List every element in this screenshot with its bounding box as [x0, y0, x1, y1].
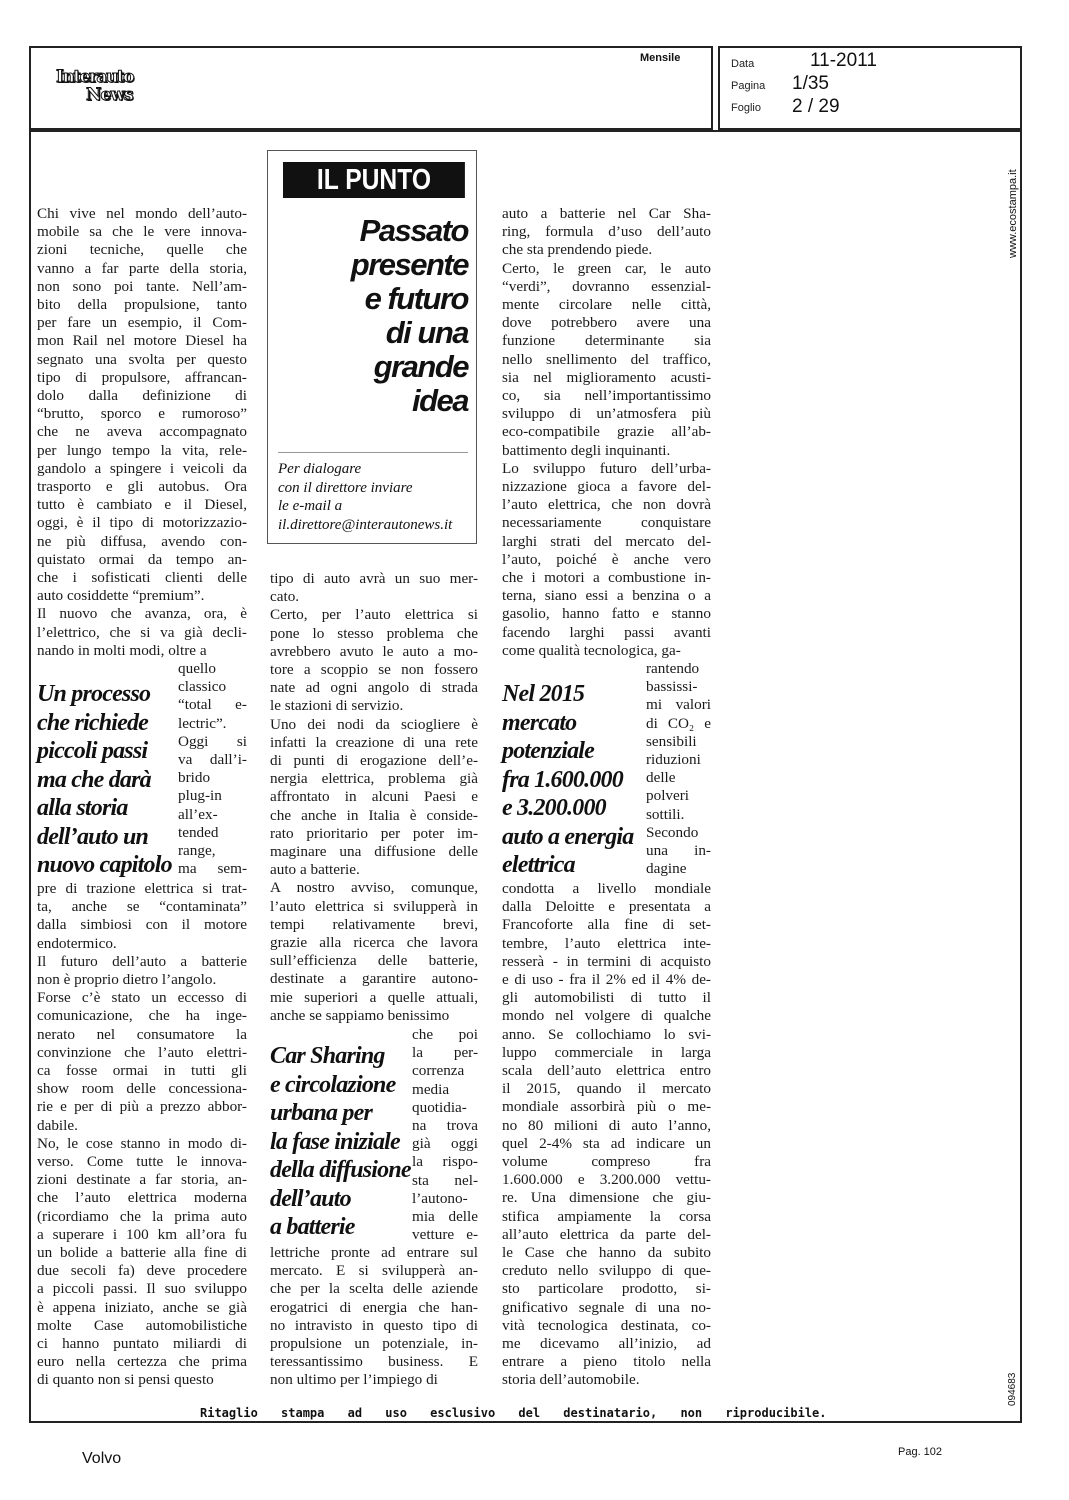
- text-line: che anche in Italia è conside-: [270, 806, 478, 824]
- pullquote-1: [37, 680, 182, 880]
- text-line: segnato una svolta per questo: [37, 350, 247, 368]
- text-line: Forse c’è stato un eccesso di: [37, 989, 247, 1007]
- text-line: brido: [178, 769, 211, 787]
- text-line: storia dell’automobile.: [502, 1371, 640, 1389]
- text-line: a piccoli passi. Il suo sviluppo: [37, 1280, 247, 1298]
- pullquote-line: piccoli passi: [37, 738, 148, 764]
- pagina-value: 1/35: [792, 73, 829, 94]
- text-line: trasporto e gli autobus. Ora: [37, 478, 247, 496]
- foglio-label: Foglio: [731, 102, 761, 114]
- text-line: volume compreso fra: [502, 1153, 711, 1171]
- text-line: mente circolare nelle città,: [502, 296, 711, 314]
- pullquote-2: [270, 1042, 415, 1242]
- text-line: (ricordiamo che la prima auto: [37, 1207, 247, 1225]
- text-line: Il futuro dell’auto a batterie: [37, 952, 247, 970]
- text-line: verso. Come tutte le innova-: [37, 1153, 247, 1171]
- text-line: la rispo-: [412, 1153, 478, 1171]
- pullquote-line: nuovo capitolo: [37, 852, 172, 878]
- column3-wrap: [646, 660, 711, 878]
- text-line: rato prioritario per poter im-: [270, 824, 478, 842]
- text-line: No, le cose stanno in modo di-: [37, 1134, 247, 1152]
- text-line: maginare una diffusione delle: [270, 843, 478, 861]
- text-line: non sono poi tante. Nell’am-: [37, 277, 247, 295]
- text-line: che sta prendendo piede.: [502, 241, 653, 259]
- text-line: all’ex-: [178, 805, 218, 823]
- column3-bottom: [502, 880, 711, 1390]
- pullquote-line: e circolazione: [270, 1071, 396, 1098]
- text-line: Il nuovo che avanza, ora, è: [37, 605, 247, 623]
- text-line: nando in molti modi, oltre a: [37, 641, 207, 659]
- text-line: anche se sappiamo benissimo: [270, 1006, 450, 1024]
- text-line: sia nel miglioramento acusti-: [502, 368, 711, 386]
- text-line: gasolio, hanno fatto e stanno: [502, 605, 711, 623]
- text-line: me dicevamo all’inizio, ad: [502, 1335, 711, 1353]
- text-line: creduto nello sviluppo di que-: [502, 1262, 711, 1280]
- disclaimer: Ritaglio stampa ad uso esclusivo del destinatario, non riproducibile.: [200, 1406, 827, 1420]
- text-line: scala dell’auto elettrica entro: [502, 1062, 711, 1080]
- text-line: va dall’i-: [178, 751, 247, 769]
- text-line: molte Case automobilistiche: [37, 1316, 247, 1334]
- text-line: 1.600.000 e 3.200.000 vettu-: [502, 1171, 711, 1189]
- contact-email[interactable]: il.direttore@interautonews.it: [278, 516, 453, 533]
- text-line: nerato nel consumatore la: [37, 1025, 247, 1043]
- logo-line1: Interauto: [56, 67, 134, 87]
- text-line: nello snellimento del traffico,: [502, 350, 711, 368]
- text-line: quello: [178, 660, 216, 677]
- text-line: delle: [646, 769, 676, 787]
- text-line: mondo nel volgere di qualche: [502, 1007, 711, 1025]
- text-line: gnificativo segnale di una no-: [502, 1298, 711, 1316]
- data-label: Data: [731, 58, 755, 70]
- box-title-line: e futuro: [364, 281, 468, 316]
- text-line: pre di trazione elettrica si trat-: [37, 880, 247, 897]
- text-line: e di uso - fra il 2% ed il 4% de-: [502, 971, 711, 989]
- text-line: che i motori a combustione in-: [502, 569, 711, 587]
- text-line: Chi vive nel mondo dell’auto-: [37, 205, 247, 222]
- text-line: “total e-: [178, 696, 247, 714]
- text-line: di punti di erogazione dell’e-: [270, 752, 478, 770]
- text-line: nergia elettrica, problema già: [270, 770, 478, 788]
- text-line: plug-in: [178, 787, 222, 805]
- text-line: vità tecnologica destinata, co-: [502, 1316, 711, 1334]
- text-line: ring, formula d’uso dell’auto: [502, 223, 711, 241]
- text-line: mi valori: [646, 696, 711, 714]
- column1-top: [37, 205, 247, 660]
- text-line: è appena iniziato, anche se già: [37, 1298, 247, 1316]
- box-title-line: Passato: [359, 213, 468, 248]
- text-line: na trova: [412, 1117, 478, 1135]
- contact-line: con il direttore inviare: [278, 479, 413, 496]
- text-line: facendo larghi passi avanti: [502, 623, 711, 641]
- text-line: vanno a far parte della storia,: [37, 259, 247, 277]
- pullquote-line: potenziale: [502, 738, 594, 764]
- text-line: larghi strati del mercato del-: [502, 532, 711, 550]
- text-line: dagine: [646, 860, 687, 878]
- pullquote-line: alla storia: [37, 795, 128, 821]
- text-line: che l’auto elettrica moderna: [37, 1189, 247, 1207]
- text-line: mondiale assorbirà più o me-: [502, 1098, 711, 1116]
- client-name: Volvo: [82, 1450, 122, 1467]
- text-line: sull’efficienza delle batterie,: [270, 952, 478, 970]
- text-line: a superare i 100 km all’ora fu: [37, 1225, 247, 1243]
- text-line: range,: [178, 842, 216, 860]
- text-line: dolo dalla definizione di: [37, 387, 247, 405]
- text-line: “brutto, sporco e rumoroso”: [37, 405, 247, 423]
- text-line: sto particolare prodotto, si-: [502, 1280, 711, 1298]
- pullquote-line: urbana per: [270, 1100, 373, 1126]
- text-line: vetture e-: [412, 1226, 478, 1244]
- box-divider: [278, 452, 468, 453]
- text-line: tended: [178, 823, 219, 841]
- text-line: classico: [178, 678, 227, 696]
- text-line: riduzioni: [646, 751, 701, 769]
- text-line: no 80 milioni di auto l’anno,: [502, 1116, 711, 1134]
- text-line: rie e per di più a prezzo abbor-: [37, 1098, 247, 1116]
- text-line: resserà - in termini di acquisto: [502, 952, 711, 970]
- text-line: bassissi-: [646, 678, 698, 696]
- page-number: Pag. 102: [898, 1446, 943, 1458]
- text-line: affrontato in alcuni Paesi e: [270, 788, 478, 806]
- text-line: ca fosse ormai in tutti gli: [37, 1062, 247, 1080]
- text-line: che ne aveva accompagnato: [37, 423, 247, 441]
- text-line: ci hanno puntato miliardi di: [37, 1335, 247, 1353]
- text-line: l’auto elettrica si svilupperà in: [270, 897, 478, 915]
- text-line: zioni tecniche, quelle che: [37, 241, 247, 259]
- text-line: terna, siano essi a benzina o a: [502, 587, 711, 605]
- text-line: mobile sa che le vere innova-: [37, 223, 247, 241]
- text-line: il 2015, quando il mercato: [502, 1080, 711, 1098]
- text-line: bito della propulsione, tanto: [37, 296, 247, 314]
- text-line: l’autono-: [412, 1189, 468, 1207]
- text-line: oggi, è il tipo di motorizzazio-: [37, 514, 247, 532]
- text-line: entrare a pieno titolo nella: [502, 1353, 711, 1371]
- text-line: una in-: [646, 842, 711, 860]
- text-line: Francoforte alla fine di set-: [502, 916, 711, 934]
- text-line: un bolide a batterie alla fine di: [37, 1244, 247, 1262]
- text-line: ne più diffusa, avendo con-: [37, 532, 247, 550]
- text-line: Oggi si: [178, 732, 247, 750]
- text-line: stifica ampiamente la corsa: [502, 1207, 711, 1225]
- text-line: sensibili: [646, 732, 697, 750]
- text-line: funzione determinante sia: [502, 332, 711, 350]
- text-line: anno. Se collochiamo lo svi-: [502, 1025, 711, 1043]
- text-line: auto a batterie.: [270, 861, 360, 879]
- text-line: infatti la creazione di una rete: [270, 733, 478, 751]
- text-line: gli automobilisti di tutto il: [502, 989, 711, 1007]
- il-punto-banner: IL PUNTO: [283, 162, 465, 198]
- text-line: erogatrici di energia che han-: [270, 1298, 478, 1316]
- pullquote-line: a batterie: [270, 1214, 355, 1240]
- text-line: grazie alla ricerca che lavora: [270, 934, 478, 952]
- text-line: correnza: [412, 1062, 465, 1080]
- text-line: quotidia-: [412, 1098, 467, 1116]
- text-line: per fare un esempio, il Com-: [37, 314, 247, 332]
- text-line: come qualità tecnologica, ga-: [502, 641, 681, 659]
- text-line: di CO₂ e: [646, 714, 711, 732]
- column2-wrap: [412, 1026, 478, 1244]
- text-line: auto cosiddette “premium”.: [37, 587, 205, 605]
- text-line: dalla Deloitte e presentata a: [502, 898, 711, 916]
- text-line: che per la scelta delle aziende: [270, 1280, 478, 1298]
- side-site: www.ecostampa.it: [1007, 169, 1019, 258]
- text-line: le Case che hanno da subito: [502, 1244, 711, 1262]
- contact-line: Per dialogare: [278, 461, 362, 477]
- text-line: polveri: [646, 787, 690, 805]
- pullquote-line: fra 1.600.000: [502, 766, 623, 793]
- text-line: Certo, le green car, le auto: [502, 259, 711, 277]
- data-value: 11-2011: [810, 50, 877, 71]
- text-line: gandolo a spingere i veicoli da: [37, 459, 247, 477]
- text-line: non è proprio dietro l’angolo.: [37, 971, 217, 989]
- publication-logo: [56, 64, 142, 110]
- text-line: pone lo stesso problema che: [270, 624, 478, 642]
- text-line: re. Una dimensione che giu-: [502, 1189, 711, 1207]
- text-line: auto a batterie nel Car Sha-: [502, 205, 711, 222]
- text-line: sviluppo di un’atmosfera più: [502, 405, 711, 423]
- text-line: eco-compatibile grazie all’ab-: [502, 423, 711, 441]
- text-line: lectric”.: [178, 714, 227, 732]
- text-line: dabile.: [37, 1116, 78, 1134]
- box-title-line: di una: [385, 315, 468, 350]
- text-line: no intravisto in questo tipo di: [270, 1316, 478, 1334]
- text-line: tore a scoppio se non fossero: [270, 661, 478, 679]
- pullquote-line: ma che darà: [37, 766, 151, 793]
- pullquote-line: Car Sharing: [270, 1043, 385, 1069]
- foglio-value: 2 / 29: [792, 96, 840, 117]
- text-line: rantendo: [646, 660, 700, 677]
- text-line: che poi: [412, 1026, 478, 1043]
- text-line: tembre, l’auto elettrica inte-: [502, 934, 711, 952]
- pullquote-line: Un processo: [37, 681, 151, 707]
- text-line: l’elettrico, che si va già decli-: [37, 623, 247, 641]
- text-line: sottili.: [646, 805, 685, 823]
- text-line: sta nel-: [412, 1171, 478, 1189]
- text-line: propulsione un potenziale, in-: [270, 1335, 478, 1353]
- pullquote-line: mercato: [502, 709, 577, 736]
- contact-line: le e-mail a: [278, 498, 343, 514]
- text-line: co, sia nell’importantissimo: [502, 387, 711, 405]
- text-line: convinzione che l’auto elettri-: [37, 1043, 247, 1061]
- text-line: necessariamente conquistare: [502, 514, 711, 532]
- pullquote-3: [502, 680, 647, 880]
- pullquote-line: la fase iniziale: [270, 1128, 400, 1155]
- pagina-label: Pagina: [731, 80, 766, 92]
- text-line: ma sem-: [178, 860, 247, 878]
- text-line: Secondo: [646, 823, 699, 841]
- text-line: che i sofisticati clienti delle: [37, 569, 247, 587]
- text-line: nate ad ogni angolo di strada: [270, 679, 478, 697]
- text-line: endotermico.: [37, 934, 117, 952]
- pullquote-line: che richiede: [37, 709, 149, 736]
- box-title-line: idea: [411, 383, 468, 418]
- pullquote-line: elettrica: [502, 852, 575, 878]
- text-line: show room delle concessiona-: [37, 1080, 247, 1098]
- text-line: battimento degli inquinanti.: [502, 441, 671, 459]
- box-title-line: grande: [373, 349, 468, 384]
- pullquote-line: della diffusione: [270, 1157, 411, 1183]
- text-line: già oggi: [412, 1135, 478, 1153]
- text-line: tipo di auto avrà un suo mer-: [270, 570, 478, 587]
- text-line: per lungo tempo la vita, rele-: [37, 441, 247, 459]
- text-line: ta, anche se “contaminata”: [37, 898, 247, 916]
- text-line: media: [412, 1080, 450, 1098]
- text-line: all’auto elettrica da parte del-: [502, 1225, 711, 1243]
- box-title-line: presente: [350, 247, 468, 282]
- column2-top: [270, 570, 478, 1025]
- text-line: non ultimo per l’impiego di: [270, 1371, 438, 1389]
- text-line: quel 2-4% sta ad indicare un: [502, 1134, 711, 1152]
- column3-top: [502, 205, 711, 660]
- text-line: l’auto, poiché è anche vero: [502, 550, 711, 568]
- text-line: quistato ormai da tempo an-: [37, 550, 247, 568]
- text-line: Certo, per l’auto elettrica si: [270, 606, 478, 624]
- column1-bottom: [37, 880, 247, 1390]
- text-line: mia delle: [412, 1208, 478, 1226]
- text-line: tipo di propulsore, affrancan-: [37, 368, 247, 386]
- pullquote-line: auto a energia: [502, 823, 634, 850]
- text-line: “verdi”, dovranno essenzial-: [502, 277, 711, 295]
- text-line: teressantissimo business. E: [270, 1353, 478, 1371]
- text-line: dove potrebbero avere una: [502, 314, 711, 332]
- text-line: due secoli fa) deve procedere: [37, 1262, 247, 1280]
- text-line: nizzazione gioca a favore del-: [502, 478, 711, 496]
- logo-line2: News: [86, 85, 133, 105]
- text-line: Lo sviluppo futuro dell’urba-: [502, 459, 711, 477]
- text-line: di quanto non si pensi questo: [37, 1371, 214, 1389]
- text-line: le stazioni di servizio.: [270, 697, 404, 715]
- text-line: luppo commerciale in larga: [502, 1043, 711, 1061]
- pullquote-line: dell’auto un: [37, 823, 149, 850]
- text-line: mie superiori a quelle attuali,: [270, 988, 478, 1006]
- text-line: dalla simbiosi con il motore: [37, 916, 247, 934]
- text-line: zioni destinate a far storia, an-: [37, 1171, 247, 1189]
- text-line: mercato. E si svilupperà an-: [270, 1262, 478, 1280]
- text-line: tempi relativamente brevi,: [270, 915, 478, 933]
- box-contact: [278, 460, 474, 534]
- text-line: mon Rail nel motore Diesel ha: [37, 332, 247, 350]
- column1-wrap: [178, 660, 247, 878]
- text-line: lettriche pronte ad entrare sul: [270, 1244, 478, 1261]
- pullquote-line: e 3.200.000: [502, 795, 606, 821]
- text-line: tutto è cambiato e il Diesel,: [37, 496, 247, 514]
- periodicity: Mensile: [640, 52, 681, 64]
- text-line: avrebbero avuto le auto a mo-: [270, 642, 478, 660]
- box-title: [280, 214, 468, 418]
- text-line: Uno dei nodi da sciogliere è: [270, 715, 478, 733]
- text-line: l’auto elettrica, che non dovrà: [502, 496, 711, 514]
- text-line: la per-: [412, 1044, 478, 1062]
- text-line: condotta a livello mondiale: [502, 880, 711, 897]
- column2-bottom: [270, 1244, 478, 1390]
- text-line: A nostro avviso, comunque,: [270, 879, 478, 897]
- text-line: comunicazione, che ha inge-: [37, 1007, 247, 1025]
- text-line: euro nella certezza che prima: [37, 1353, 247, 1371]
- pullquote-line: dell’auto: [270, 1185, 351, 1212]
- text-line: destinate a garantire autono-: [270, 970, 478, 988]
- side-code: 094683: [1007, 1372, 1018, 1406]
- pullquote-line: Nel 2015: [502, 681, 585, 707]
- text-line: cato.: [270, 588, 300, 606]
